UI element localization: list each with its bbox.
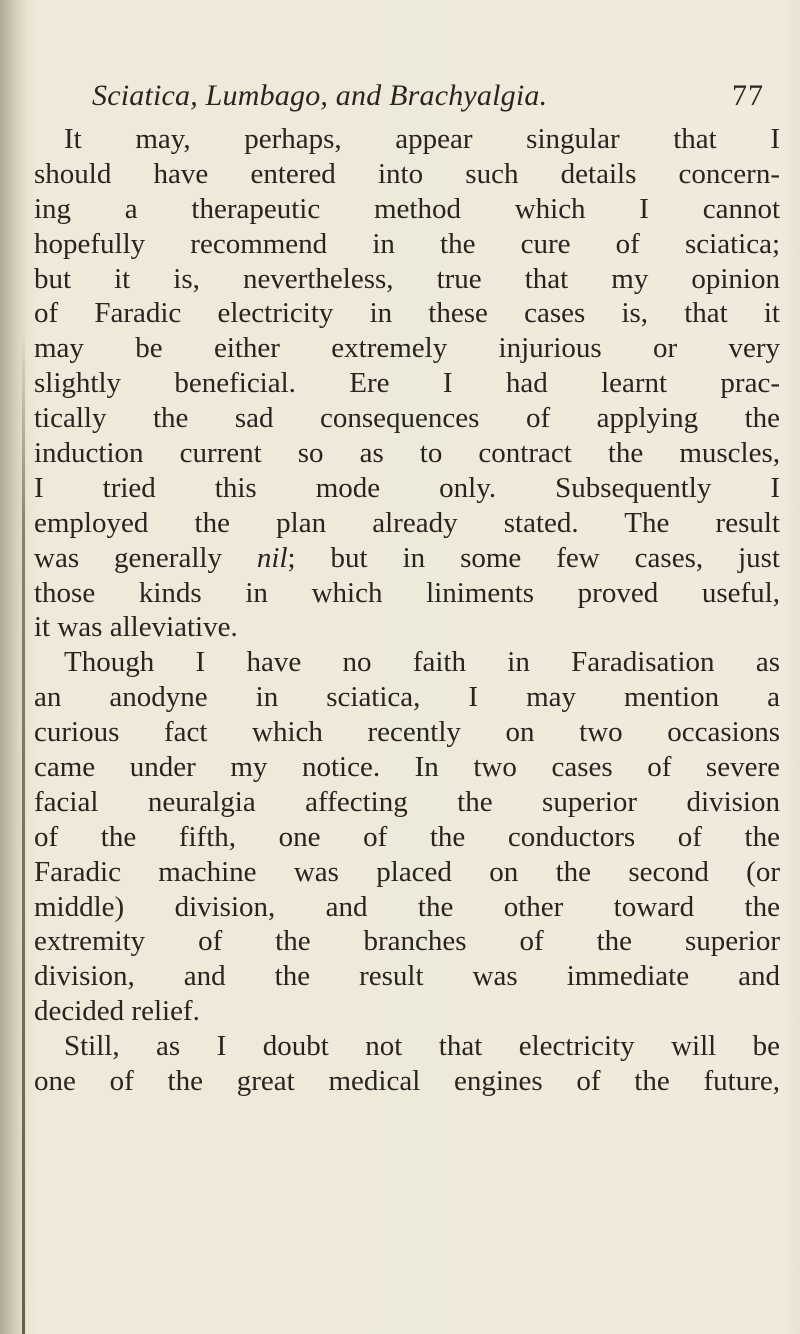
text-line-part: was generally: [34, 541, 257, 574]
text-line: an anodyne in sciatica, I may mention a: [34, 681, 780, 714]
text-line: slightly beneficial. Ere I had learnt prac-: [34, 367, 780, 400]
text-line: I tried this mode only. Subsequently I: [34, 471, 780, 504]
text-line: induction current so as to contract the muscles,: [34, 437, 780, 470]
text-line: middle) division, and the other toward the: [34, 890, 780, 923]
text-line: [34, 541, 780, 576]
text-line: employed the plan already stated. The result: [34, 506, 780, 539]
text-line: Still, as I doubt not that electricity will be: [64, 1030, 780, 1063]
text-line: division, and the result was immediate and: [34, 960, 780, 993]
text-line: one of the great medical engines of the future,: [34, 1065, 780, 1098]
italic-word: nil: [256, 541, 288, 574]
text-line: It may, perhaps, appear singular that I: [64, 123, 780, 155]
running-head-title: Sciatica, Lumbago, and Brachyalgia.: [92, 79, 548, 112]
text-line: decided relief.: [34, 995, 200, 1028]
text-line: ing a therapeutic method which I cannot: [34, 192, 780, 225]
text-line: extremity of the branches of the superior: [34, 925, 780, 958]
binding-edge: [22, 330, 25, 1334]
text-line: tically the sad consequences of applying the: [34, 402, 780, 435]
text-line-part: ; but in some few cases, just: [287, 541, 780, 574]
text-line: came under my notice. In two cases of severe: [34, 751, 780, 784]
text-line: facial neuralgia affecting the superior division: [34, 785, 780, 818]
text-line: of the fifth, one of the conductors of the: [34, 820, 780, 853]
text-line: Though I have no faith in Faradisation as: [64, 646, 780, 679]
text-line: Faradic machine was placed on the second (or: [34, 855, 780, 888]
text-line: hopefully recommend in the cure of sciatica;: [34, 227, 780, 260]
text-line: of Faradic electricity in these cases is, that it: [34, 297, 780, 330]
page-number: 77: [732, 79, 764, 112]
text-line: those kinds in which liniments proved useful,: [34, 576, 780, 609]
running-head: [92, 74, 764, 118]
body-text: [34, 122, 780, 1099]
text-line: should have entered into such details concern-: [34, 157, 780, 190]
text-line: curious fact which recently on two occasions: [34, 716, 780, 749]
text-line: but it is, nevertheless, true that my opinion: [34, 262, 780, 295]
text-line: may be either extremely injurious or very: [34, 332, 780, 365]
text-line: it was alleviative.: [34, 611, 238, 644]
